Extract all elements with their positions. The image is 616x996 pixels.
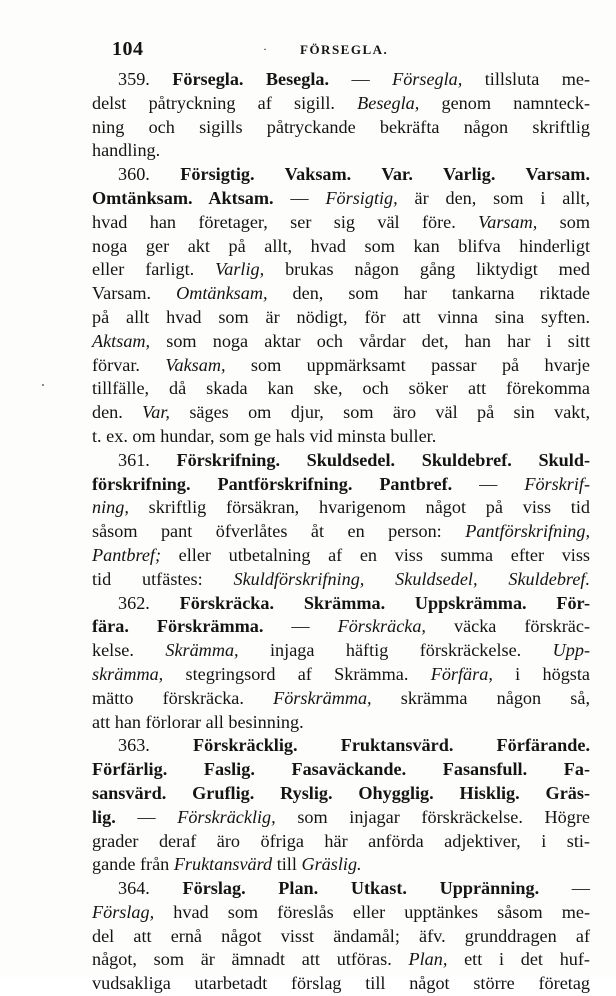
bold-headword: Förskräcka. Skrämma. Uppskrämma. För- bbox=[179, 592, 591, 613]
bold-headword: Förfärlig. Faslig. Fasaväckande. Fasansfull. Fa- bbox=[92, 759, 590, 780]
text-run: som bbox=[537, 211, 590, 232]
bold-headword: lig. bbox=[92, 806, 116, 827]
text-run: i högsta bbox=[492, 663, 591, 684]
italic-term: Varlig, bbox=[215, 259, 265, 280]
italic-term: Försegla, bbox=[392, 69, 463, 89]
text-run: 362. bbox=[118, 592, 180, 613]
text-line bbox=[92, 782, 590, 806]
text-run: skriftlig försäkran, hvarigenom något på viss tid bbox=[128, 497, 590, 518]
italic-term: Förslag, bbox=[92, 901, 155, 922]
italic-term: Besegla, bbox=[357, 92, 420, 113]
text-line bbox=[92, 377, 590, 401]
italic-term: Varsam, bbox=[478, 211, 538, 232]
bold-headword: fära. Förskrämma. bbox=[92, 616, 264, 637]
text-line bbox=[92, 330, 590, 354]
text-run: — bbox=[115, 806, 178, 827]
text-run: till bbox=[272, 854, 302, 875]
text-line bbox=[92, 92, 590, 116]
text-run: eller farligt. bbox=[92, 259, 216, 280]
text-line bbox=[92, 853, 590, 877]
text-run: väcka förskräc- bbox=[425, 616, 590, 637]
text-run: 364. bbox=[118, 878, 183, 899]
text-run: stegringsord af Skrämma. bbox=[163, 663, 431, 684]
text-run: tillsluta me- bbox=[462, 69, 591, 89]
text-run: — bbox=[273, 187, 326, 208]
body-text bbox=[92, 68, 590, 996]
text-line bbox=[92, 163, 590, 187]
text-run: eller utbetalning af en viss summa efter viss bbox=[161, 544, 590, 565]
bold-headword: Omtänksam. Aktsam. bbox=[92, 187, 274, 208]
text-line bbox=[92, 615, 590, 639]
text-run: — bbox=[539, 878, 590, 899]
text-run: den, som har tankarna riktade bbox=[267, 283, 590, 304]
text-line bbox=[92, 187, 590, 211]
text-run: t. ex. om hundar, som ge hals vid minsta buller. bbox=[92, 425, 437, 446]
text-run: 360. bbox=[118, 164, 181, 185]
text-line bbox=[92, 211, 590, 235]
italic-term: Upp- bbox=[552, 640, 591, 661]
italic-term: Plan, bbox=[408, 949, 448, 970]
italic-term: Förskräcka, bbox=[337, 616, 426, 637]
italic-term: Vaksam, bbox=[165, 354, 226, 375]
bold-headword: Förskrifning. Skuldsedel. Skuldebref. Skuld- bbox=[176, 449, 591, 470]
text-run: handling. bbox=[92, 140, 161, 161]
text-run: mätto förskräcka. bbox=[92, 687, 274, 708]
text-line bbox=[92, 687, 590, 711]
text-line bbox=[92, 663, 590, 687]
text-run: grader deraf äro öfriga här anförda adjektiver, i sti- bbox=[92, 830, 590, 851]
text-run: kelse. bbox=[92, 640, 166, 661]
text-run: hvad han företager, ser sig väl före. bbox=[92, 211, 479, 232]
text-run: noga ger akt på allt, hvad som kan blifva hinderligt bbox=[92, 235, 590, 256]
text-run: 359. bbox=[118, 69, 173, 89]
text-line bbox=[92, 568, 590, 592]
text-run: som noga aktar och vårdar det, han har i sitt bbox=[150, 330, 590, 351]
bold-headword: Förskräcklig. Fruktansvärd. Förfärande. bbox=[192, 735, 590, 756]
text-line bbox=[92, 306, 590, 330]
text-line bbox=[92, 948, 590, 972]
text-run: Varsam. bbox=[92, 283, 177, 304]
text-run: injaga häftig förskräckelse. bbox=[238, 640, 553, 661]
text-run: — bbox=[452, 473, 525, 494]
italic-term: Förfära, bbox=[430, 663, 493, 684]
page-number: 104 bbox=[112, 38, 144, 60]
text-run: 361. bbox=[118, 449, 177, 470]
text-line bbox=[92, 734, 590, 758]
bold-headword: Försegla. Besegla. bbox=[172, 69, 330, 89]
text-run: såsom pant öfverlåtes åt en person: bbox=[92, 521, 466, 542]
bold-headword: förskrifning. Pantförskrifning. Pantbref. bbox=[92, 473, 453, 494]
text-run: är den, som i allt, bbox=[397, 187, 590, 208]
text-run: hvad som föreslås eller upptänkes såsom me- bbox=[154, 901, 590, 922]
running-head: FÖRSEGLA. bbox=[300, 42, 389, 57]
italic-term: Gräslig. bbox=[301, 854, 362, 875]
text-line bbox=[92, 925, 590, 949]
text-line bbox=[92, 877, 590, 901]
text-line bbox=[92, 473, 590, 497]
text-line bbox=[92, 68, 590, 92]
italic-term: Förskräcklig, bbox=[177, 806, 276, 827]
italic-term: Omtänksam, bbox=[176, 283, 268, 304]
text-run: något, som är ämnadt att utföras. bbox=[92, 949, 409, 970]
text-line bbox=[92, 639, 590, 663]
text-run: gande från bbox=[92, 854, 174, 875]
text-run: — bbox=[329, 69, 393, 89]
italic-term: Pantförskrifning, bbox=[465, 521, 590, 542]
italic-term: Fruktansvärd bbox=[173, 854, 273, 875]
text-line bbox=[92, 830, 590, 854]
italic-term: Förskrif- bbox=[524, 473, 591, 494]
text-line bbox=[92, 401, 590, 425]
text-line bbox=[92, 116, 590, 140]
italic-term: Skuldförskrifning, Skuldsedel, Skuldebref. bbox=[233, 568, 590, 589]
italic-term: Försigtig, bbox=[325, 187, 398, 208]
text-line bbox=[92, 544, 590, 568]
text-run: ett i det huf- bbox=[447, 949, 590, 970]
text-run: på allt hvad som är nödigt, för att vinna sina syften. bbox=[92, 306, 590, 327]
italic-term: Förskrämma, bbox=[273, 687, 372, 708]
stray-mark: · bbox=[263, 42, 267, 56]
text-run: tillfälle, då skada kan ske, och söker att förekomma bbox=[92, 378, 590, 399]
text-run: — bbox=[263, 616, 338, 637]
text-line bbox=[92, 235, 590, 259]
page-header bbox=[92, 38, 592, 62]
text-run: delst påtryckning af sigill. bbox=[92, 92, 358, 113]
text-run: genom namnteck- bbox=[419, 92, 590, 113]
italic-term: ning, bbox=[92, 497, 129, 518]
bold-headword: Försigtig. Vaksam. Var. Varlig. Varsam. bbox=[180, 164, 591, 185]
text-run: förvar. bbox=[92, 354, 166, 375]
text-run: som uppmärksamt passar på hvarje bbox=[225, 354, 590, 375]
text-line bbox=[92, 592, 590, 616]
italic-term: Pantbref; bbox=[92, 544, 162, 565]
text-run: skrämma någon så, bbox=[371, 687, 590, 708]
italic-term: Skrämma, bbox=[165, 640, 239, 661]
text-run: 363. bbox=[118, 735, 193, 756]
text-run: den. bbox=[92, 402, 143, 423]
text-line bbox=[92, 258, 590, 282]
text-line bbox=[92, 711, 590, 735]
text-line bbox=[92, 139, 590, 163]
text-run: vudsakliga utarbetadt förslag till något större företag bbox=[92, 973, 590, 994]
text-run: att han förlorar all besinning. bbox=[92, 711, 304, 732]
italic-term: Aktsam, bbox=[92, 330, 151, 351]
text-run: säges om djur, som äro väl på sin vakt, bbox=[169, 402, 590, 423]
text-line bbox=[92, 496, 590, 520]
text-run: del att ernå något visst ändamål; äfv. grunddragen af bbox=[92, 925, 590, 946]
margin-speck bbox=[42, 384, 44, 386]
text-line bbox=[92, 520, 590, 544]
bold-headword: Förslag. Plan. Utkast. Uppränning. bbox=[182, 878, 540, 899]
text-line bbox=[92, 901, 590, 925]
text-line bbox=[92, 449, 590, 473]
italic-term: skrämma, bbox=[92, 663, 164, 684]
text-run: som injagar förskräckelse. Högre bbox=[275, 806, 590, 827]
text-line bbox=[92, 972, 590, 996]
text-line bbox=[92, 354, 590, 378]
text-line bbox=[92, 806, 590, 830]
text-line bbox=[92, 282, 590, 306]
text-run: brukas någon gång liktydigt med bbox=[264, 259, 590, 280]
text-line bbox=[92, 758, 590, 782]
text-run: tid utfästes: bbox=[92, 568, 234, 589]
bold-headword: sansvärd. Gruflig. Ryslig. Ohygglig. Hisklig. Gräs- bbox=[92, 782, 590, 803]
italic-term: Var, bbox=[142, 402, 170, 423]
text-run: ning och sigills påtryckande bekräfta någon skriftlig bbox=[92, 116, 590, 137]
text-line bbox=[92, 425, 590, 449]
